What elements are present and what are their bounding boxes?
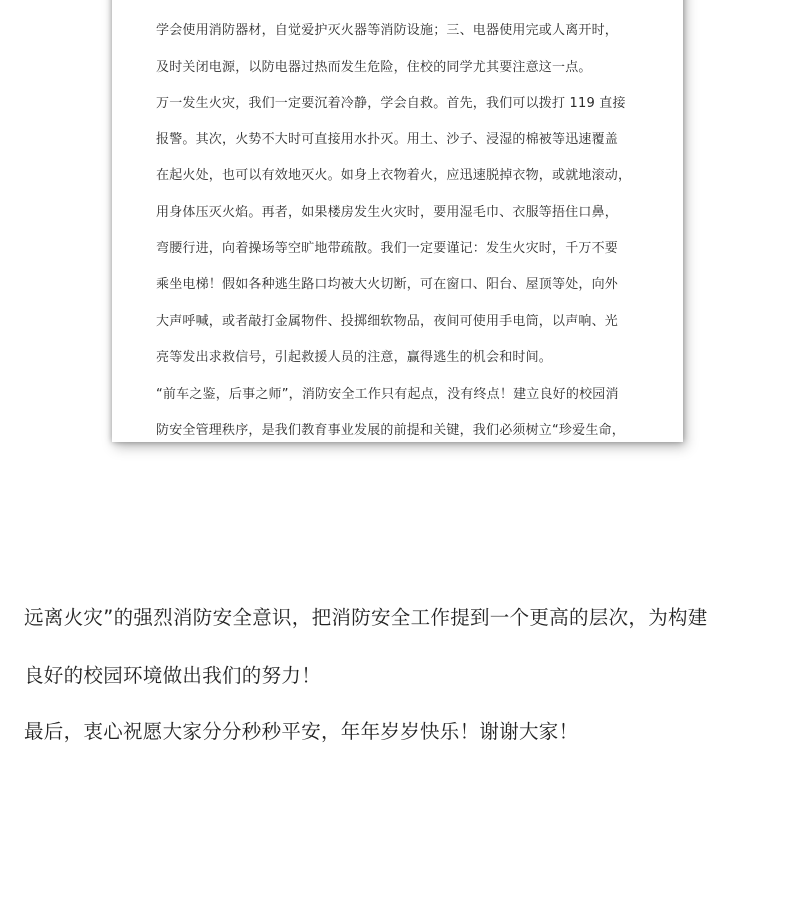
document-line: 报警。其次，火势不大时可直接用水扑灭。用土、沙子、浸湿的棉被等迅速覆盖 [156, 132, 619, 147]
document-line: 学会使用消防器材，自觉爱护灭火器等消防设施；三、电器使用完或人离开时， [156, 23, 619, 38]
document-line: 万一发生火灾，我们一定要沉着冷静，学会自救。首先，我们可以拨打 119 直接 [156, 96, 626, 111]
document-line: 及时关闭电源，以防电器过热而发生危险，住校的同学尤其要注意这一点。 [156, 60, 592, 75]
document-line: 乘坐电梯！假如各种逃生路口均被大火切断，可在窗口、阳台、屋顶等处，向外 [156, 277, 619, 292]
document-line: 用身体压灭火焰。再者，如果楼房发生火灾时，要用湿毛巾、衣服等捂住口鼻， [156, 205, 619, 220]
enlarged-line: 最后，衷心祝愿大家分分秒秒平安，年年岁岁快乐！谢谢大家！ [24, 720, 579, 743]
enlarged-line: 远离火灾”的强烈消防安全意识，把消防安全工作提到一个更高的层次，为构建 [24, 606, 708, 629]
document-page-preview [112, 0, 683, 442]
document-line: “前车之鉴，后事之师”，消防安全工作只有起点，没有终点！建立良好的校园消 [156, 387, 619, 402]
document-line: 在起火处，也可以有效地灭火。如身上衣物着火，应迅速脱掉衣物，或就地滚动， [156, 168, 632, 183]
document-line: 大声呼喊，或者敲打金属物件、投掷细软物品，夜间可使用手电筒，以声响、光 [156, 314, 619, 329]
document-line: 亮等发出求救信号，引起救援人员的注意，赢得逃生的机会和时间。 [156, 350, 553, 365]
enlarged-line: 良好的校园环境做出我们的努力！ [24, 664, 322, 687]
document-line: 防安全管理秩序，是我们教育事业发展的前提和关键，我们必须树立“珍爱生命， [156, 423, 625, 438]
document-line: 弯腰行进，向着操场等空旷地带疏散。我们一定要谨记：发生火灾时，千万不要 [156, 241, 619, 256]
